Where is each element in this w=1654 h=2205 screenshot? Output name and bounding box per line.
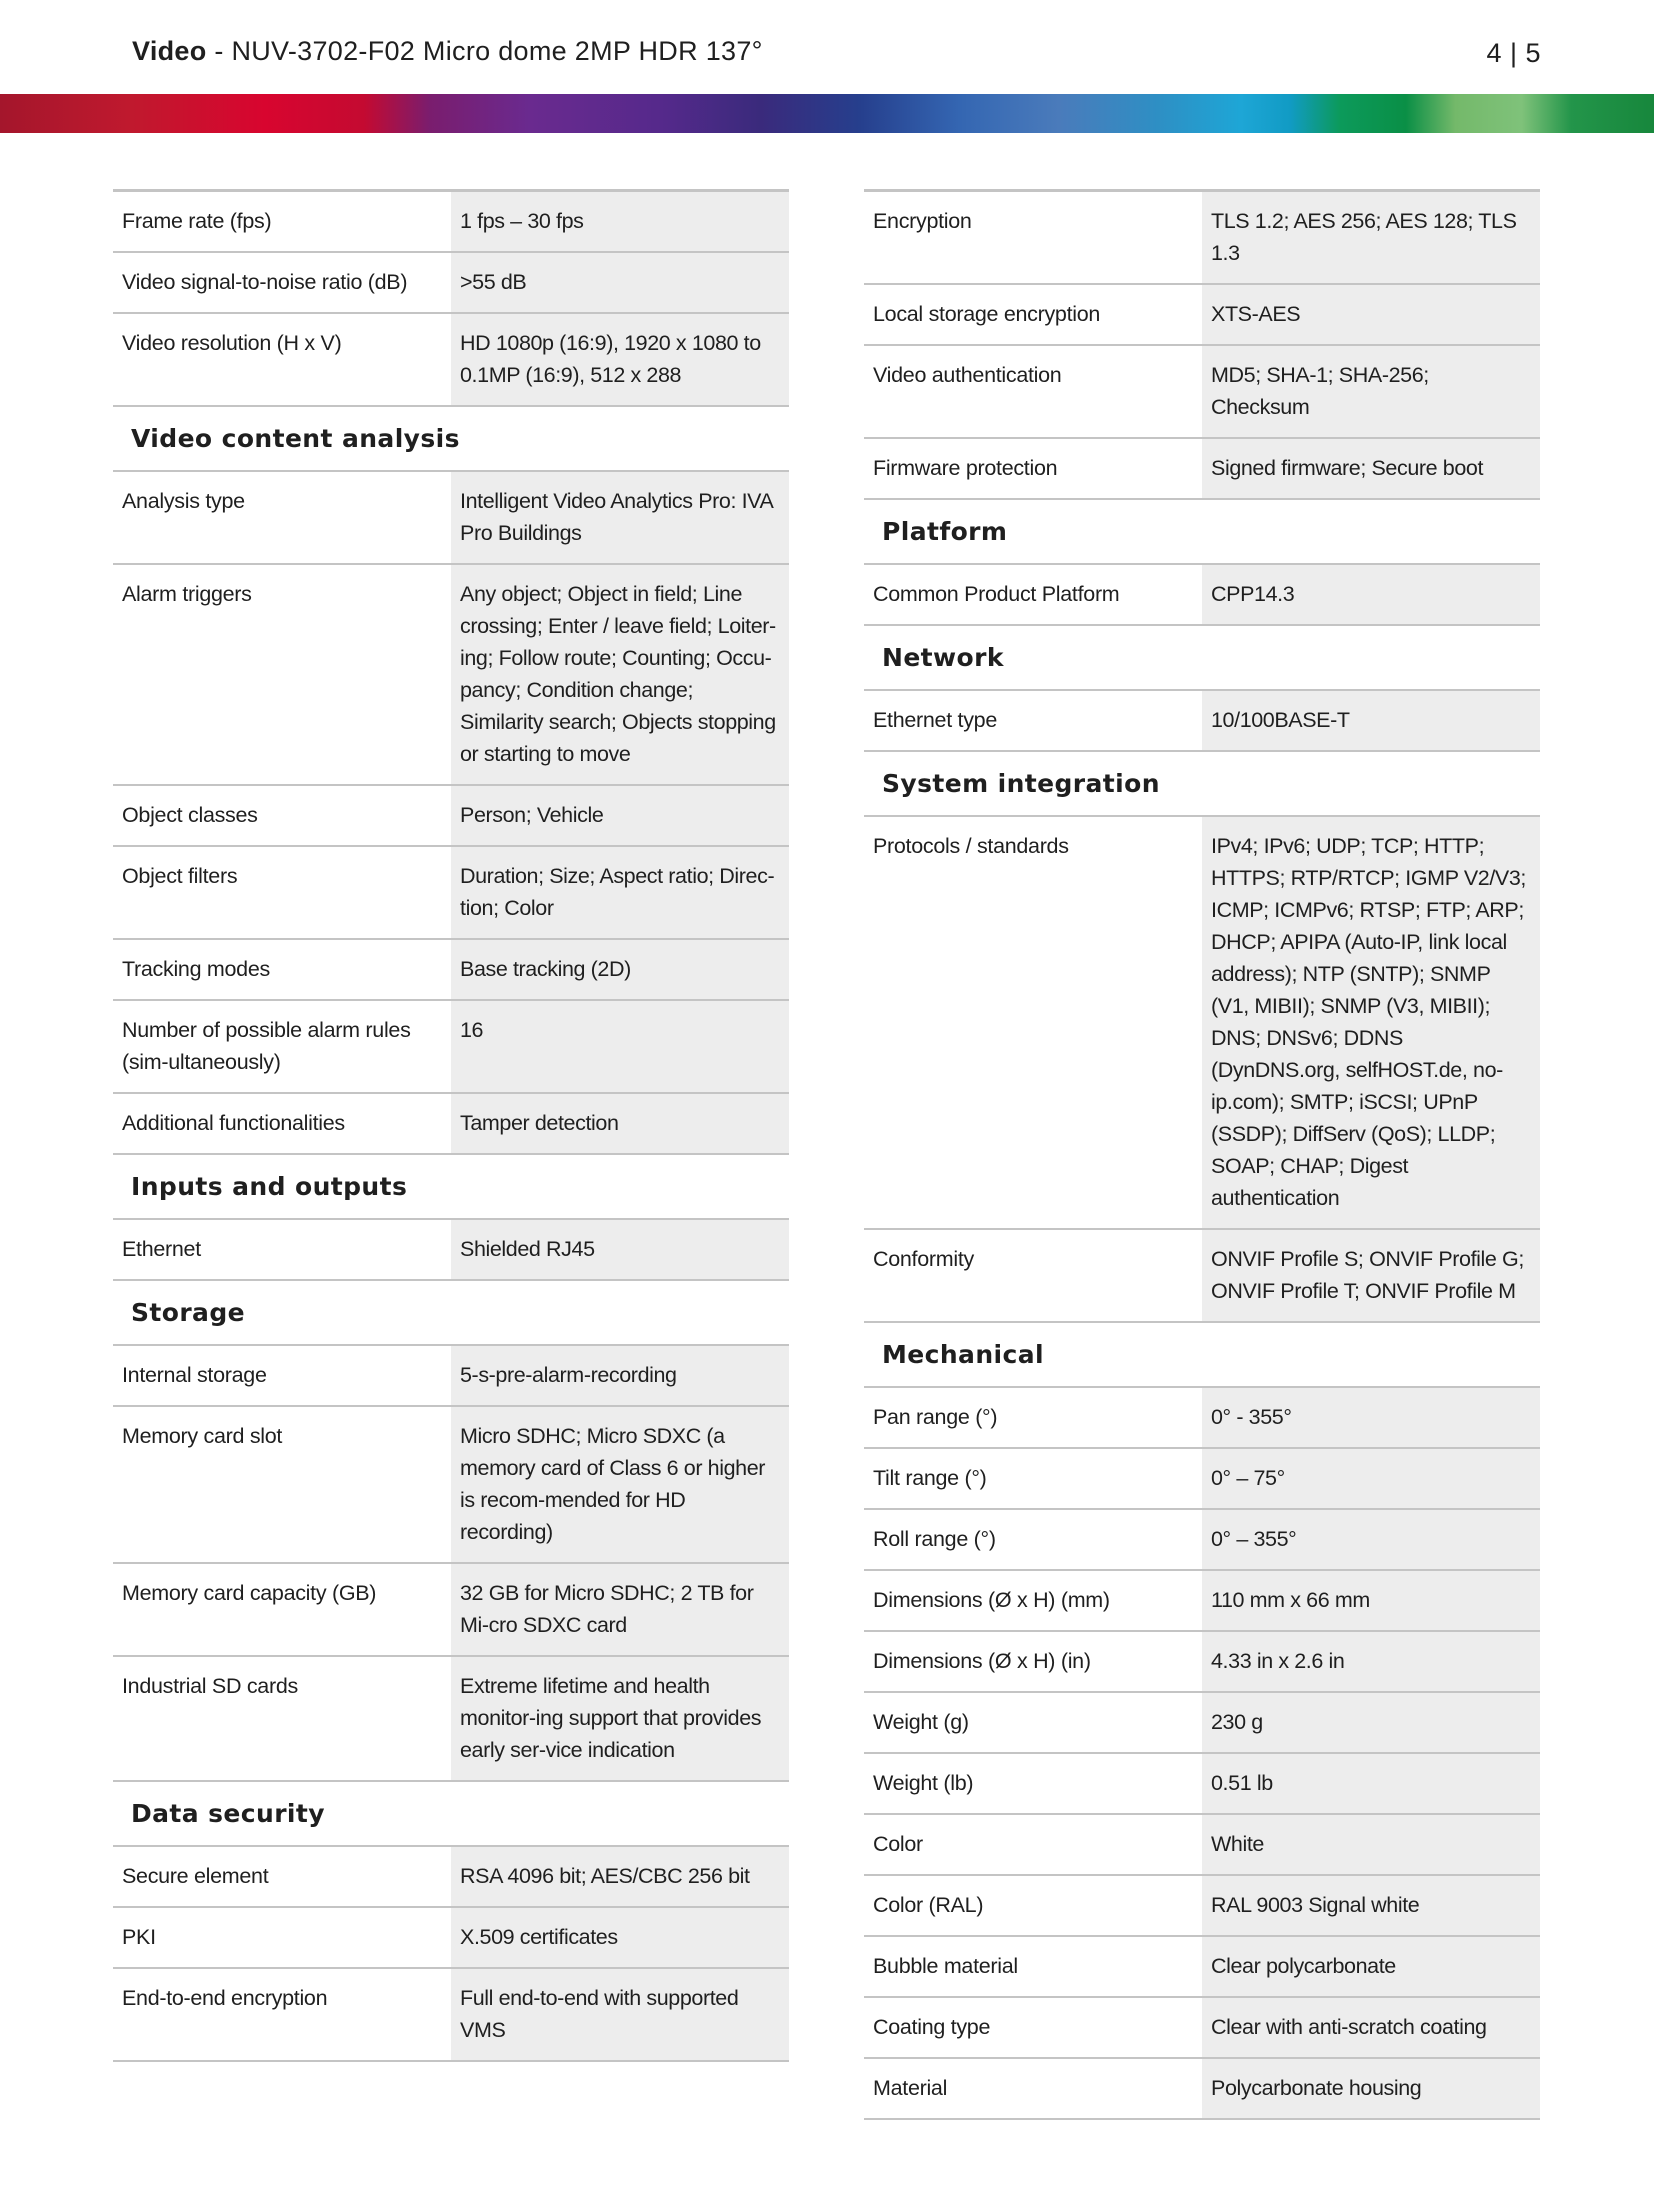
spec-value: 110 mm x 66 mm <box>1202 1570 1540 1631</box>
spec-label: Secure element <box>113 1846 451 1907</box>
spec-value: Base tracking (2D) <box>451 939 789 1000</box>
spec-value: Any object; Object in field; Line crossing; Enter / leave field; Loiter-ing; Follow route; Counting; Occu-pancy; Condition change; Similarity search; Objects stopping or starting to move <box>451 564 789 785</box>
spec-value: >55 dB <box>451 252 789 313</box>
spec-label: Ethernet <box>113 1219 451 1280</box>
document-header <box>132 36 763 67</box>
spec-row <box>864 1631 1540 1692</box>
spec-label: Weight (g) <box>864 1692 1202 1753</box>
spec-row <box>113 252 789 313</box>
spec-row <box>864 1753 1540 1814</box>
section-heading: System integration <box>864 751 1540 816</box>
section-heading-row <box>864 499 1540 564</box>
spec-label: Tracking modes <box>113 939 451 1000</box>
spec-value: XTS-AES <box>1202 284 1540 345</box>
spec-value: TLS 1.2; AES 256; AES 128; TLS 1.3 <box>1202 191 1540 285</box>
spec-row <box>113 1846 789 1907</box>
spec-value: Clear with anti-scratch coating <box>1202 1997 1540 2058</box>
spec-table-left <box>113 189 789 2062</box>
spec-label: Memory card capacity (GB) <box>113 1563 451 1656</box>
spec-value: Clear polycarbonate <box>1202 1936 1540 1997</box>
spec-label: Pan range (°) <box>864 1387 1202 1448</box>
spec-table-right-body <box>864 191 1540 2120</box>
section-heading: Video content analysis <box>113 406 789 471</box>
spec-row <box>113 471 789 564</box>
spec-label: Video resolution (H x V) <box>113 313 451 406</box>
spec-label: Coating type <box>864 1997 1202 2058</box>
spec-value: 4.33 in x 2.6 in <box>1202 1631 1540 1692</box>
spec-row <box>113 1563 789 1656</box>
spec-value: Duration; Size; Aspect ratio; Direc-tion; Color <box>451 846 789 939</box>
spec-row <box>113 313 789 406</box>
spec-label: Bubble material <box>864 1936 1202 1997</box>
spec-value: Full end-to-end with supported VMS <box>451 1968 789 2061</box>
spec-row <box>864 191 1540 285</box>
section-heading: Network <box>864 625 1540 690</box>
section-heading: Storage <box>113 1280 789 1345</box>
spec-value: 0° - 355° <box>1202 1387 1540 1448</box>
spec-row <box>113 1968 789 2061</box>
section-heading-row <box>113 1781 789 1846</box>
spec-value: 32 GB for Micro SDHC; 2 TB for Mi-cro SDXC card <box>451 1563 789 1656</box>
spec-label: Protocols / standards <box>864 816 1202 1229</box>
spec-row <box>864 1448 1540 1509</box>
spec-value: MD5; SHA-1; SHA-256; Checksum <box>1202 345 1540 438</box>
spec-label: PKI <box>113 1907 451 1968</box>
spec-row <box>113 1656 789 1781</box>
spec-label: Industrial SD cards <box>113 1656 451 1781</box>
spec-value: 10/100BASE-T <box>1202 690 1540 751</box>
spec-label: Tilt range (°) <box>864 1448 1202 1509</box>
spec-value: RSA 4096 bit; AES/CBC 256 bit <box>451 1846 789 1907</box>
section-heading: Data security <box>113 1781 789 1846</box>
spec-value: X.509 certificates <box>451 1907 789 1968</box>
spec-row <box>113 1907 789 1968</box>
spec-label: Dimensions (Ø x H) (mm) <box>864 1570 1202 1631</box>
spec-label: Material <box>864 2058 1202 2119</box>
section-heading-row <box>113 406 789 471</box>
spec-label: Conformity <box>864 1229 1202 1322</box>
spec-value: White <box>1202 1814 1540 1875</box>
spec-label: Analysis type <box>113 471 451 564</box>
spec-row <box>113 1219 789 1280</box>
section-heading-row <box>113 1154 789 1219</box>
spec-row <box>864 690 1540 751</box>
spec-row <box>864 1936 1540 1997</box>
spec-row <box>864 284 1540 345</box>
spec-label: Object filters <box>113 846 451 939</box>
spec-value: Signed firmware; Secure boot <box>1202 438 1540 499</box>
spec-row <box>113 1000 789 1093</box>
spec-label: Internal storage <box>113 1345 451 1406</box>
section-heading: Platform <box>864 499 1540 564</box>
spec-label: Color <box>864 1814 1202 1875</box>
spec-table-right <box>864 189 1540 2120</box>
spec-label: Video authentication <box>864 345 1202 438</box>
spec-value: Polycarbonate housing <box>1202 2058 1540 2119</box>
spec-row <box>864 2058 1540 2119</box>
spec-value: Intelligent Video Analytics Pro: IVA Pro Buildings <box>451 471 789 564</box>
spec-row <box>113 785 789 846</box>
spec-label: Color (RAL) <box>864 1875 1202 1936</box>
spec-label: Frame rate (fps) <box>113 191 451 253</box>
section-heading-row <box>864 1322 1540 1387</box>
spec-value: Tamper detection <box>451 1093 789 1154</box>
spec-label: Object classes <box>113 785 451 846</box>
spec-row <box>113 1345 789 1406</box>
spec-label: End-to-end encryption <box>113 1968 451 2061</box>
spec-value: Extreme lifetime and health monitor-ing support that provides early ser-vice indication <box>451 1656 789 1781</box>
spec-row <box>864 438 1540 499</box>
spec-value: 1 fps – 30 fps <box>451 191 789 253</box>
section-heading-row <box>113 1280 789 1345</box>
spec-row <box>864 1814 1540 1875</box>
spec-value: Micro SDHC; Micro SDXC (a memory card of Class 6 or higher is recom-mended for HD recording) <box>451 1406 789 1563</box>
spec-row <box>864 345 1540 438</box>
spec-label: Additional functionalities <box>113 1093 451 1154</box>
spec-label: Dimensions (Ø x H) (in) <box>864 1631 1202 1692</box>
spec-row <box>864 1387 1540 1448</box>
section-heading: Inputs and outputs <box>113 1154 789 1219</box>
spec-value: 16 <box>451 1000 789 1093</box>
spec-label: Memory card slot <box>113 1406 451 1563</box>
spec-label: Encryption <box>864 191 1202 285</box>
spec-row <box>864 1997 1540 2058</box>
spec-value: CPP14.3 <box>1202 564 1540 625</box>
spec-label: Common Product Platform <box>864 564 1202 625</box>
spec-value: IPv4; IPv6; UDP; TCP; HTTP; HTTPS; RTP/RTCP; IGMP V2/V3; ICMP; ICMPv6; RTSP; FTP; ARP; DHCP; APIPA (Auto-IP, link local address); NTP (SNTP); SNMP (V1, MIBII); SNMP (V3, MIBII); DNS; DNSv6; DDNS (DynDNS.org, selfHOST.de, no-ip.com); SMTP; iSCSI; UPnP (SSDP); DiffServ (QoS); LLDP; SOAP; CHAP; Digest authentication <box>1202 816 1540 1229</box>
spec-label: Alarm triggers <box>113 564 451 785</box>
spec-row <box>864 816 1540 1229</box>
spec-column-left <box>113 189 789 2062</box>
spec-row <box>864 1229 1540 1322</box>
spec-row <box>113 564 789 785</box>
section-heading-row <box>864 625 1540 690</box>
spec-row <box>113 1093 789 1154</box>
spec-table-left-body <box>113 191 789 2062</box>
page-number: 4 | 5 <box>1486 38 1541 68</box>
spec-value: ONVIF Profile S; ONVIF Profile G; ONVIF Profile T; ONVIF Profile M <box>1202 1229 1540 1322</box>
spec-label: Weight (lb) <box>864 1753 1202 1814</box>
spec-row <box>113 191 789 253</box>
spec-value: 0° – 75° <box>1202 1448 1540 1509</box>
section-heading-row <box>864 751 1540 816</box>
spec-value: 5-s-pre-alarm-recording <box>451 1345 789 1406</box>
spec-label: Roll range (°) <box>864 1509 1202 1570</box>
spec-value: 0.51 lb <box>1202 1753 1540 1814</box>
spec-row <box>864 1509 1540 1570</box>
spec-label: Firmware protection <box>864 438 1202 499</box>
header-separator: - <box>206 36 232 66</box>
spec-column-right <box>864 189 1540 2120</box>
spec-row <box>113 846 789 939</box>
spec-row <box>864 1875 1540 1936</box>
spec-label: Local storage encryption <box>864 284 1202 345</box>
header-title: NUV-3702-F02 Micro dome 2MP HDR 137° <box>231 36 763 66</box>
spec-value: Shielded RJ45 <box>451 1219 789 1280</box>
spec-row <box>113 1406 789 1563</box>
spec-label: Number of possible alarm rules (sim-ultaneously) <box>113 1000 451 1093</box>
spec-row <box>113 939 789 1000</box>
header-category: Video <box>132 36 207 66</box>
spec-value: Person; Vehicle <box>451 785 789 846</box>
spec-row <box>864 1570 1540 1631</box>
spec-label: Video signal-to-noise ratio (dB) <box>113 252 451 313</box>
spec-value: HD 1080p (16:9), 1920 x 1080 to 0.1MP (16:9), 512 x 288 <box>451 313 789 406</box>
spec-value: 0° – 355° <box>1202 1509 1540 1570</box>
spec-row <box>864 564 1540 625</box>
spec-label: Ethernet type <box>864 690 1202 751</box>
section-heading: Mechanical <box>864 1322 1540 1387</box>
spec-value: 230 g <box>1202 1692 1540 1753</box>
spec-row <box>864 1692 1540 1753</box>
brand-color-stripe <box>0 94 1654 133</box>
spec-value: RAL 9003 Signal white <box>1202 1875 1540 1936</box>
